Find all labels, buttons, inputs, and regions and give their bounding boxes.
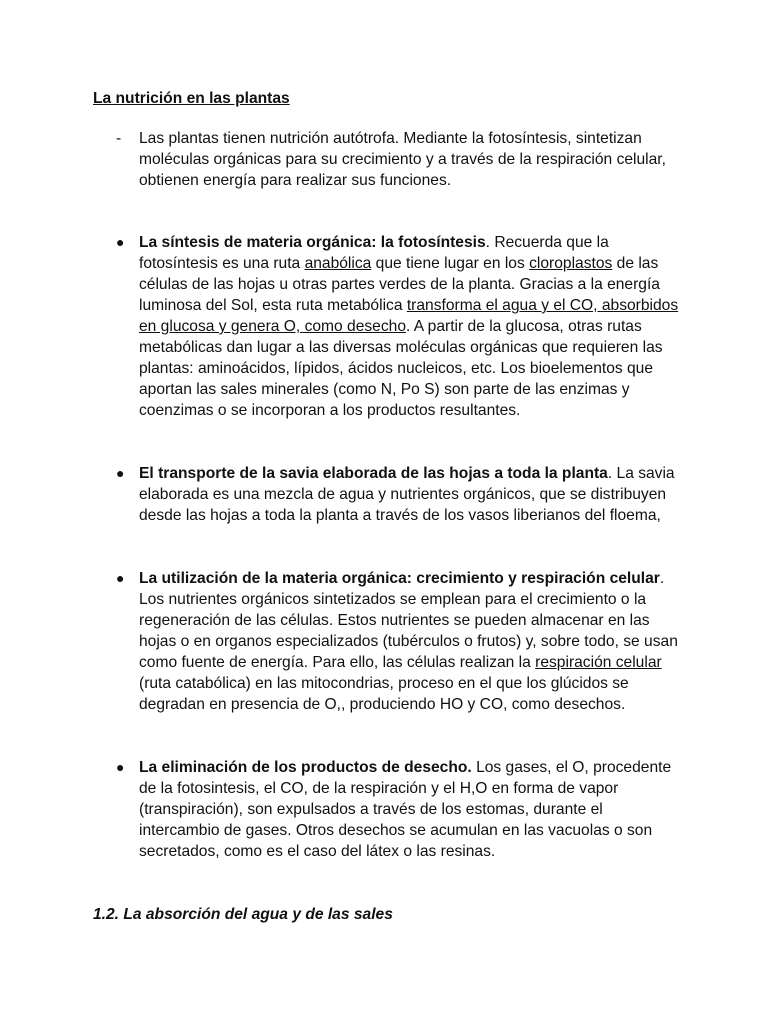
text-run: de las células de las hojas u otras partes verdes de la planta. Gracias a la energía luminosa del Sol, esta ruta metabólica [139, 255, 660, 314]
underlined-term: transforma el agua y el CO, absorbidos en glucosa y genera O, como desecho [139, 297, 679, 335]
page-title: La nutrición en las plantas [93, 90, 290, 107]
bullet-text [139, 232, 686, 421]
text-run: . Recuerda que la fotosíntesis es una ruta [139, 234, 609, 272]
intro-text: Las plantas tienen nutrición autótrofa. Mediante la fotosíntesis, sintetizan moléculas orgánicas para su crecimiento y a través de la respiración celular, obtienen energía para realizar sus funciones. [139, 130, 666, 189]
text-run: (ruta catabólica) en las mitocondrias, proceso en el que los glúcidos se degradan en presencia de O,, produciendo HO y CO, como desechos. [139, 675, 629, 713]
text-run: . Los nutrientes orgánicos sintetizados se emplean para el crecimiento o la regeneración de las células. Estos nutrientes se pueden almacenar en las hojas o en organos especializados (tubérculos o frutos) y, sobre todo, se usan como fuente de energía. Para ello, las células realizan la [139, 570, 678, 671]
bullet-text [139, 568, 686, 715]
text-run: que tiene lugar en los [371, 255, 530, 272]
bullet-icon: ● [116, 759, 125, 775]
text-run: . A partir de la glucosa, otras rutas metabólicas dan lugar a las diversas moléculas orgánicas que requieren las plantas: aminoácidos, lípidos, ácidos nucleicos, etc. Los bioelementos que aportan las sales minerales (como N, Po S) son parte de las enzimas y coenzimas o se incorporan a los productos resultantes. [139, 318, 663, 419]
text-run: . La savia elaborada es una mezcla de agua y nutrientes orgánicos, que se distribuyen desde las hojas a toda la planta a través de los vasos liberianos del floema, [139, 465, 675, 524]
text-run: Los gases, el O, procedente de la fotosintesis, el CO, de la respiración y el H,O en forma de vapor (transpiración), son expulsados a través de los estomas, durante el intercambio de gases. Otros desechos se acumulan en las vacuolas o son secretados, como es el caso del látex o las resinas. [139, 759, 672, 860]
bullet-heading: La eliminación de los productos de desecho. [139, 759, 472, 776]
bullet-heading: La utilización de la materia orgánica: crecimiento y respiración celular [139, 570, 660, 587]
bullet-heading: El transporte de la savia elaborada de las hojas a toda la planta [139, 465, 608, 482]
bullet-icon: ● [116, 465, 125, 481]
section-subheading: 1.2. La absorción del agua y de las sales [93, 906, 393, 923]
bullet-icon: ● [116, 570, 125, 586]
bullet-heading: La síntesis de materia orgánica: la fotosíntesis [139, 234, 486, 251]
underlined-term: cloroplastos [529, 255, 613, 272]
underlined-term: anabólica [304, 255, 372, 272]
dash-marker: - [116, 130, 122, 147]
underlined-term: respiración celular [535, 654, 662, 671]
bullet-icon: ● [116, 234, 125, 250]
bullet-text [139, 463, 686, 526]
bullet-text [139, 757, 686, 862]
